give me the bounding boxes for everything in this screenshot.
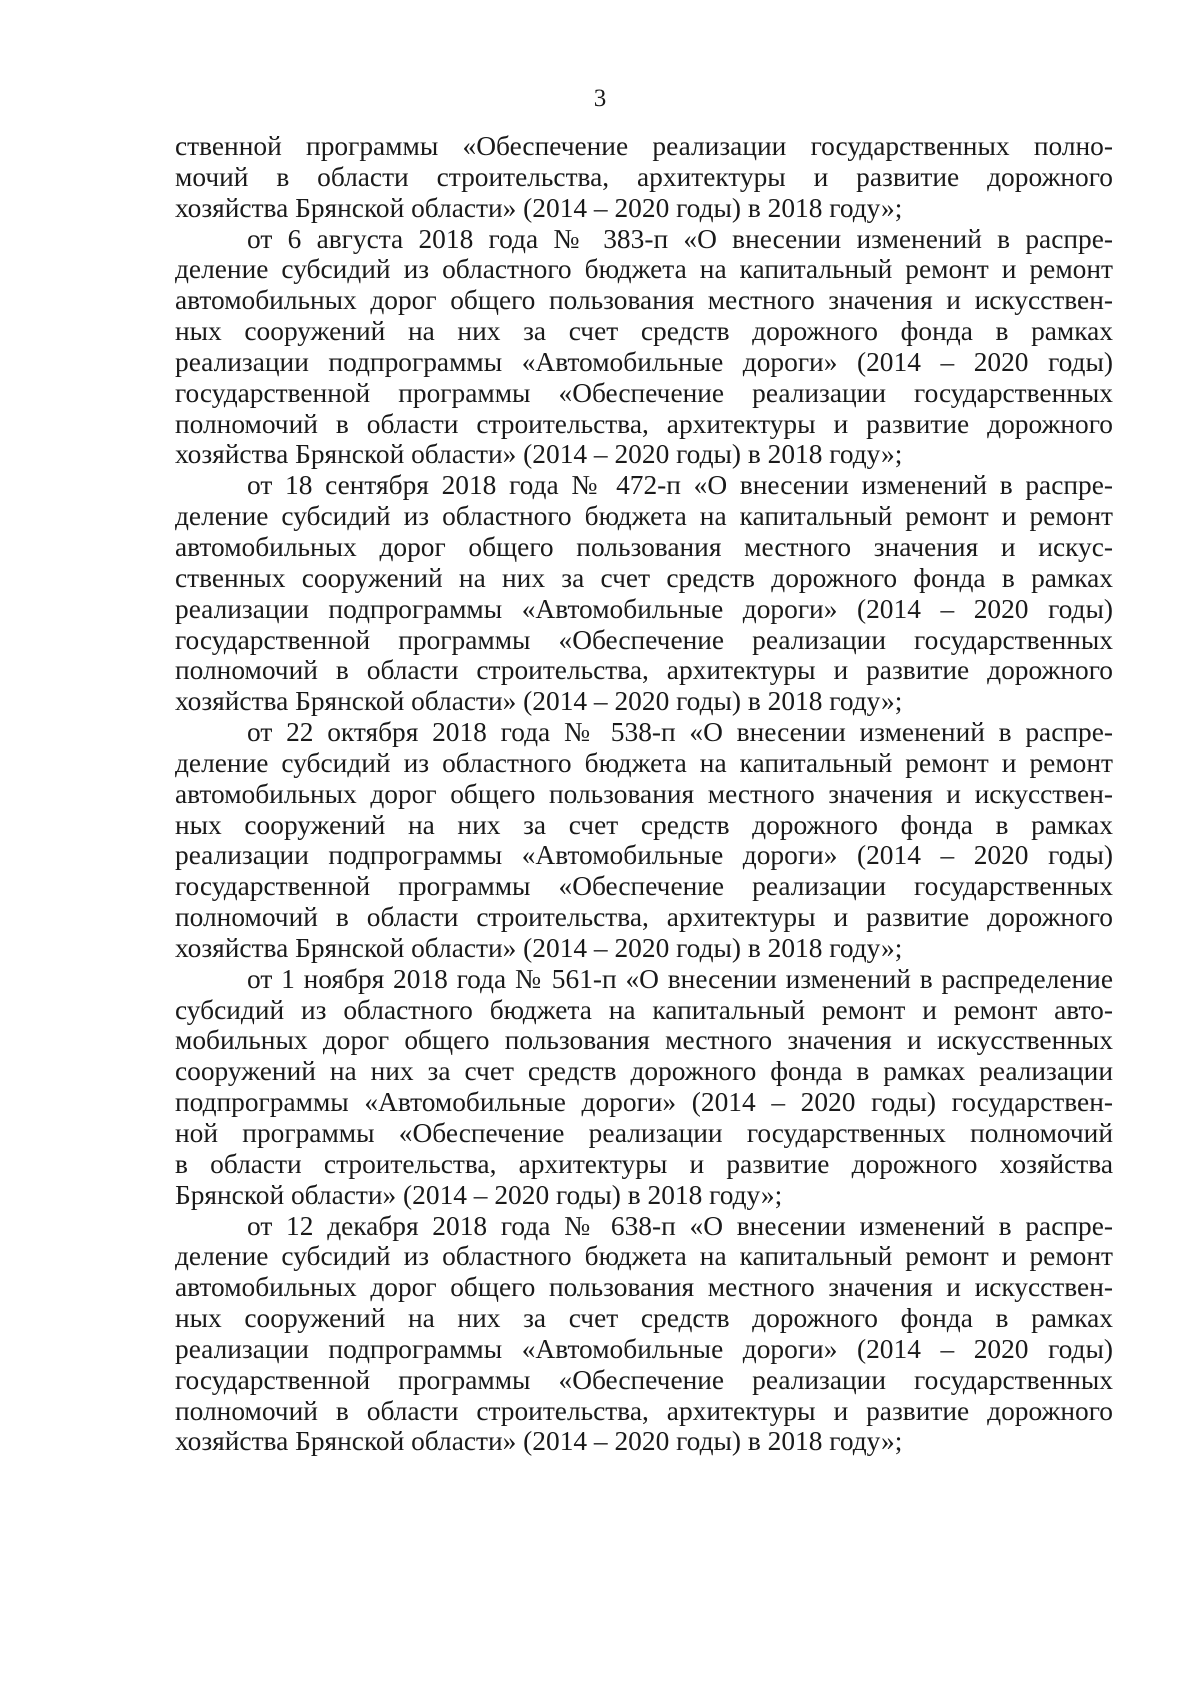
text-line: ных сооружений на них за счет средств дорожного фонда в рамках <box>175 316 1113 347</box>
paragraph <box>175 1211 1113 1458</box>
paragraph <box>175 964 1113 1211</box>
text-line: государственной программы «Обеспечение реализации государственных <box>175 871 1113 902</box>
text-line: государственной программы «Обеспечение реализации государственных <box>175 1364 1113 1395</box>
text-line: от 22 октября 2018 года № 538-п «О внесении изменений в распре- <box>247 717 1113 748</box>
text-line: автомобильных дорог общего пользования местного значения и искусствен- <box>175 778 1113 809</box>
text-line: Брянской области» (2014 – 2020 годы) в 2018 году»; <box>175 1179 783 1210</box>
text-line: деление субсидий из областного бюджета на капитальный ремонт и ремонт <box>175 747 1113 778</box>
paragraph <box>175 470 1113 717</box>
paragraph <box>175 224 1113 471</box>
text-line: мочий в области строительства, архитектуры и развитие дорожного <box>175 161 1113 192</box>
text-line: реализации подпрограммы «Автомобильные дороги» (2014 – 2020 годы) <box>175 840 1113 871</box>
text-line: хозяйства Брянской области» (2014 – 2020 годы) в 2018 году»; <box>175 932 903 963</box>
text-line: от 1 ноября 2018 года № 561-п «О внесении изменений в распределение <box>247 963 1113 994</box>
text-line: подпрограммы «Автомобильные дороги» (2014 – 2020 годы) государствен- <box>175 1087 1113 1118</box>
text-line: сооружений на них за счет средств дорожного фонда в рамках реализации <box>175 1056 1113 1087</box>
text-line: хозяйства Брянской области» (2014 – 2020 годы) в 2018 году»; <box>175 1426 903 1457</box>
text-line: полномочий в области строительства, архитектуры и развитие дорожного <box>175 902 1113 933</box>
text-line: хозяйства Брянской области» (2014 – 2020 годы) в 2018 году»; <box>175 439 903 470</box>
text-line: хозяйства Брянской области» (2014 – 2020 годы) в 2018 году»; <box>175 192 903 223</box>
text-line: полномочий в области строительства, архитектуры и развитие дорожного <box>175 655 1113 686</box>
text-line: ственных сооружений на них за счет средств дорожного фонда в рамках <box>175 562 1113 593</box>
text-line: ственной программы «Обеспечение реализации государственных полно- <box>175 131 1113 161</box>
text-line: деление субсидий из областного бюджета на капитальный ремонт и ремонт <box>175 254 1113 285</box>
text-line: ных сооружений на них за счет средств дорожного фонда в рамках <box>175 1303 1113 1334</box>
text-line: деление субсидий из областного бюджета на капитальный ремонт и ремонт <box>175 501 1113 532</box>
text-line: от 18 сентября 2018 года № 472-п «О внесении изменений в распре- <box>247 470 1113 501</box>
text-line: деление субсидий из областного бюджета на капитальный ремонт и ремонт <box>175 1241 1113 1272</box>
text-line: автомобильных дорог общего пользования местного значения и искусствен- <box>175 285 1113 316</box>
text-line: хозяйства Брянской области» (2014 – 2020 годы) в 2018 году»; <box>175 686 903 717</box>
text-line: полномочий в области строительства, архитектуры и развитие дорожного <box>175 408 1113 439</box>
text-line: в области строительства, архитектуры и развитие дорожного хозяйства <box>175 1148 1113 1179</box>
text-line: реализации подпрограммы «Автомобильные дороги» (2014 – 2020 годы) <box>175 593 1113 624</box>
paragraph <box>175 717 1113 964</box>
text-line: государственной программы «Обеспечение реализации государственных <box>175 624 1113 655</box>
page-number: 3 <box>593 85 607 112</box>
text-line: ной программы «Обеспечение реализации государственных полномочий <box>175 1118 1113 1148</box>
text-line: автомобильных дорог общего пользования местного значения и искусствен- <box>175 1272 1113 1303</box>
text-line: реализации подпрограммы «Автомобильные дороги» (2014 – 2020 годы) <box>175 346 1113 377</box>
text-line: автомобильных дорог общего пользования местного значения и искус- <box>175 531 1113 562</box>
text-line: от 12 декабря 2018 года № 638-п «О внесении изменений в распре- <box>247 1210 1113 1241</box>
text-line: от 6 августа 2018 года № 383-п «О внесении изменений в распре- <box>247 223 1113 254</box>
text-line: субсидий из областного бюджета на капитальный ремонт и ремонт авто- <box>175 994 1113 1025</box>
paragraph <box>175 131 1113 224</box>
text-line: государственной программы «Обеспечение реализации государственных <box>175 377 1113 408</box>
text-line: реализации подпрограммы «Автомобильные дороги» (2014 – 2020 годы) <box>175 1333 1113 1364</box>
text-line: ных сооружений на них за счет средств дорожного фонда в рамках <box>175 809 1113 840</box>
text-line: полномочий в области строительства, архитектуры и развитие дорожного <box>175 1395 1113 1426</box>
document-body <box>175 131 1113 1457</box>
text-line: мобильных дорог общего пользования местного значения и искусственных <box>175 1025 1113 1056</box>
